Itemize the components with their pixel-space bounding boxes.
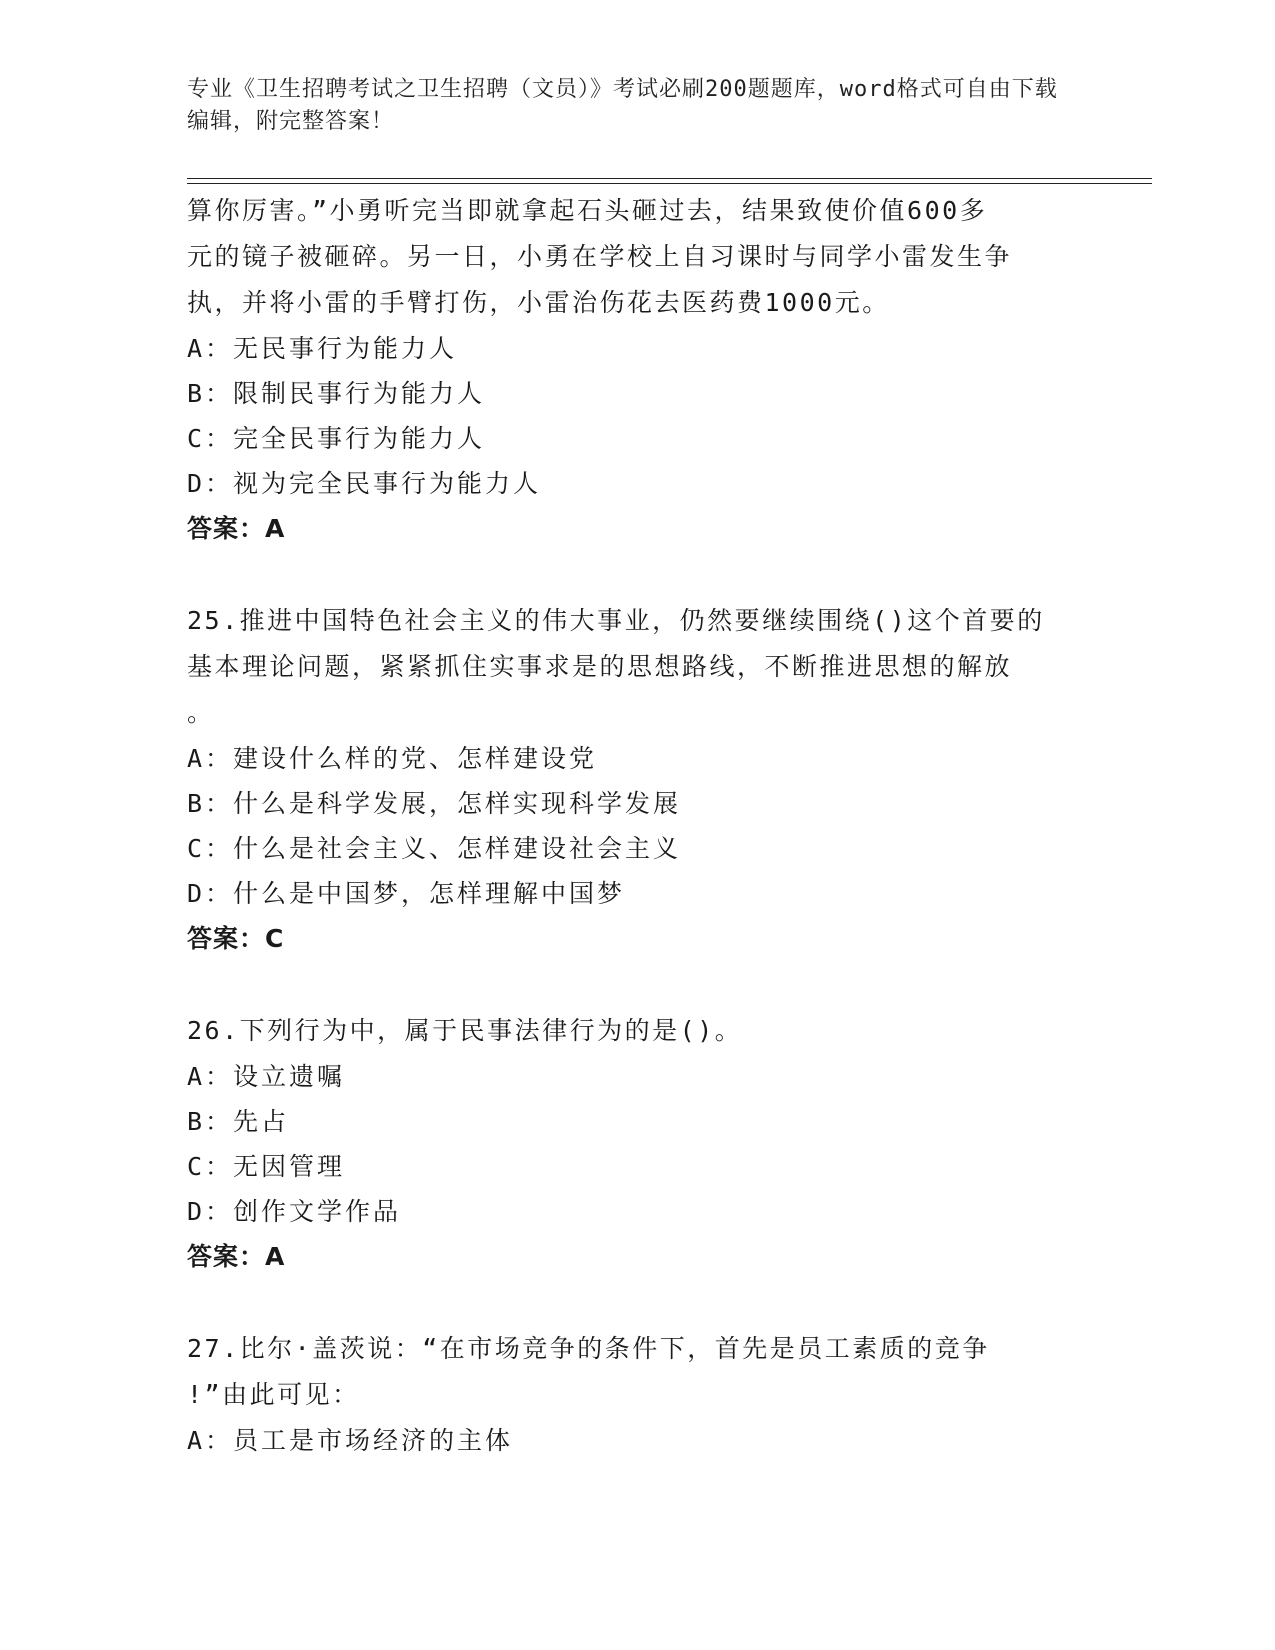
document-body — [187, 188, 1077, 1463]
option-c: C：什么是社会主义、怎样建设社会主义 — [187, 834, 682, 863]
question-text-line: !”由此可见： — [187, 1380, 360, 1409]
option-b: B：限制民事行为能力人 — [187, 379, 486, 408]
question-text-line: 执，并将小雷的手臂打伤，小雷治伤花去医药费1000元。 — [187, 288, 890, 317]
document-header: 专业《卫生招聘考试之卫生招聘（文员）》考试必刷200题题库，word格式可自由下载编辑，附完整答案！ — [187, 77, 1058, 134]
header-rule-bottom — [187, 183, 1152, 184]
question-text-line: 算你厉害。”小勇听完当即就拿起石头砸过去，结果致使价值600多 — [187, 196, 988, 225]
question-26 — [187, 1008, 1077, 1280]
spacer — [187, 1280, 1077, 1326]
answer-label: 答案：A — [187, 514, 286, 543]
spacer — [187, 552, 1077, 598]
question-27 — [187, 1326, 1077, 1463]
question-25 — [187, 598, 1077, 962]
option-a: A：无民事行为能力人 — [187, 334, 458, 363]
answer-label: 答案：A — [187, 1242, 286, 1271]
option-d: D：视为完全民事行为能力人 — [187, 469, 542, 498]
option-c: C：完全民事行为能力人 — [187, 424, 486, 453]
option-a: A：建设什么样的党、怎样建设党 — [187, 744, 598, 773]
option-a: A：员工是市场经济的主体 — [187, 1426, 514, 1455]
header-rule-top — [187, 178, 1152, 179]
spacer — [187, 962, 1077, 1008]
option-c: C：无因管理 — [187, 1152, 346, 1181]
question-text-line: 元的镜子被砸碎。另一日，小勇在学校上自习课时与同学小雷发生争 — [187, 242, 1013, 271]
question-text-line: 。 — [187, 698, 215, 727]
question-text-line: 基本理论问题，紧紧抓住实事求是的思想路线，不断推进思想的解放 — [187, 652, 1013, 681]
option-d: D：什么是中国梦，怎样理解中国梦 — [187, 879, 626, 908]
option-b: B：什么是科学发展，怎样实现科学发展 — [187, 789, 682, 818]
question-text-line: 26.下列行为中，属于民事法律行为的是()。 — [187, 1016, 743, 1045]
question-24-tail — [187, 188, 1077, 552]
question-text-line: 25.推进中国特色社会主义的伟大事业，仍然要继续围绕()这个首要的 — [187, 606, 1045, 635]
option-d: D：创作文学作品 — [187, 1197, 402, 1226]
option-b: B：先占 — [187, 1107, 290, 1136]
option-a: A：设立遗嘱 — [187, 1062, 346, 1091]
answer-label: 答案：C — [187, 924, 285, 953]
question-text-line: 27.比尔·盖茨说：“在市场竞争的条件下，首先是员工素质的竞争 — [187, 1334, 990, 1363]
